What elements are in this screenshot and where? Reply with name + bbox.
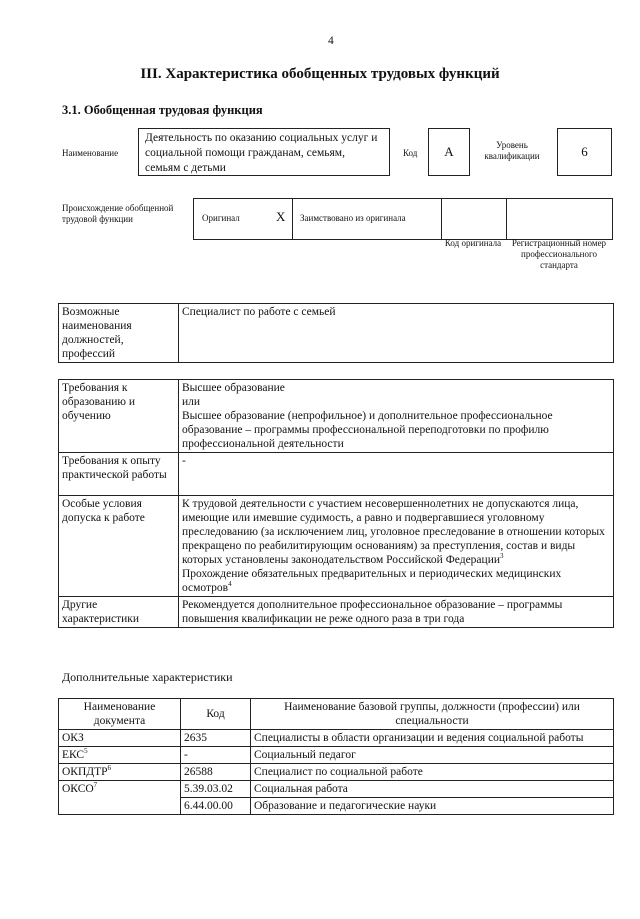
row-code: 6.44.00.00 (181, 798, 251, 815)
table-row (59, 730, 614, 747)
table-row (59, 747, 614, 764)
table-row (59, 597, 614, 628)
code-value: А (428, 128, 470, 176)
row-name: Специалисты в области организации и ведения социальной работы (251, 730, 614, 747)
origin-box (193, 198, 613, 240)
footnote-ref: 5 (84, 747, 88, 756)
list-item (182, 567, 610, 595)
row-code: 26588 (181, 764, 251, 781)
divider (441, 199, 442, 239)
subsection-title: 3.1. Обобщенная трудовая функция (62, 103, 263, 117)
level-value: 6 (557, 128, 612, 176)
name-value: Деятельность по оказанию социальных услуг и социальной помощи гражданам, семьям, семьям с детьми (138, 128, 390, 176)
positions-value: Специалист по работе с семьей (179, 304, 614, 363)
code-original-caption: Код оригинала (444, 238, 502, 248)
borrowed-label: Заимствовано из оригинала (300, 213, 406, 223)
table-header-row (59, 699, 614, 730)
row-doc (59, 764, 181, 781)
list-item: Высшее образование (непрофильное) и дополнительное профессиональное образование – программы профессиональной переподготовки по профилю профессиональной деятельности (182, 410, 553, 450)
table-row (59, 781, 614, 798)
page-number: 4 (328, 35, 334, 47)
row-doc (59, 730, 181, 747)
row-name: Образование и педагогические науки (251, 798, 614, 815)
row-doc (59, 747, 181, 764)
experience-value: - (179, 453, 614, 496)
footnote-ref: 6 (107, 764, 112, 773)
additional-title: Дополнительные характеристики (62, 670, 233, 684)
positions-table (58, 303, 614, 363)
additional-table (58, 698, 614, 815)
table-row (59, 380, 614, 453)
original-mark: X (276, 209, 286, 224)
experience-label: Требования к опыту практической работы (59, 453, 179, 496)
level-label: Уровень квалификации (484, 140, 540, 161)
positions-label: Возможные наименования должностей, профессий (59, 304, 179, 363)
code-label: Код (403, 148, 418, 158)
header-name: Наименование базовой группы, должности (профессии) или специальности (251, 699, 614, 730)
list-item (182, 497, 610, 567)
requirements-table (58, 379, 614, 628)
education-value (179, 380, 614, 453)
table-row (59, 453, 614, 496)
list-item: Высшее образование (182, 382, 285, 394)
row-code: 2635 (181, 730, 251, 747)
admission-text-2: Прохождение обязательных предварительных и периодических медицинских осмотров (182, 568, 562, 594)
admission-text-1: К трудовой деятельности с участием несовершеннолетних не допускаются лица, имеющие или имевшие судимость, а равно и подвергавшиеся уголовному преследованию (за исключением лиц, уголовное преследование в отношении которых прекращено по реабилитирующим основаниям) за преступления, состав и виды которых установлены законодательством Российской Федерации (182, 498, 605, 566)
table-row (59, 496, 614, 597)
education-label: Требования к образованию и обучению (59, 380, 179, 453)
admission-label: Особые условия допуска к работе (59, 496, 179, 597)
reg-number-caption: Регистрационный номер профессионального стандарта (511, 238, 607, 270)
footnote-ref: 7 (93, 781, 98, 790)
doc-name: ОКПДТР (62, 766, 108, 778)
section-title: III. Характеристика обобщенных трудовых функций (140, 66, 500, 82)
original-label: Оригинал (202, 213, 240, 223)
table-row (59, 304, 614, 363)
header-code: Код (181, 699, 251, 730)
list-item: или (182, 396, 201, 408)
divider (292, 199, 293, 239)
other-label: Другие характеристики (59, 597, 179, 628)
other-value: Рекомендуется дополнительное профессиональное образование – программы повышения квалификации не реже одного раза в три года (179, 597, 614, 628)
doc-name: ЕКС (62, 749, 85, 761)
row-name: Социальная работа (251, 781, 614, 798)
footnote-ref: 4 (228, 580, 232, 589)
row-name: Специалист по социальной работе (251, 764, 614, 781)
origin-label: Происхождение обобщенной трудовой функции (62, 203, 174, 224)
doc-name: ОКЗ (62, 732, 84, 744)
admission-value (179, 496, 614, 597)
row-name: Социальный педагог (251, 747, 614, 764)
header-doc: Наименование документа (59, 699, 181, 730)
footnote-ref: 3 (500, 552, 504, 561)
table-row (59, 764, 614, 781)
name-label: Наименование (62, 148, 119, 158)
divider (506, 199, 507, 239)
row-doc (59, 781, 181, 815)
row-code: - (181, 747, 251, 764)
row-code: 5.39.03.02 (181, 781, 251, 798)
doc-name: ОКСО (62, 783, 94, 795)
